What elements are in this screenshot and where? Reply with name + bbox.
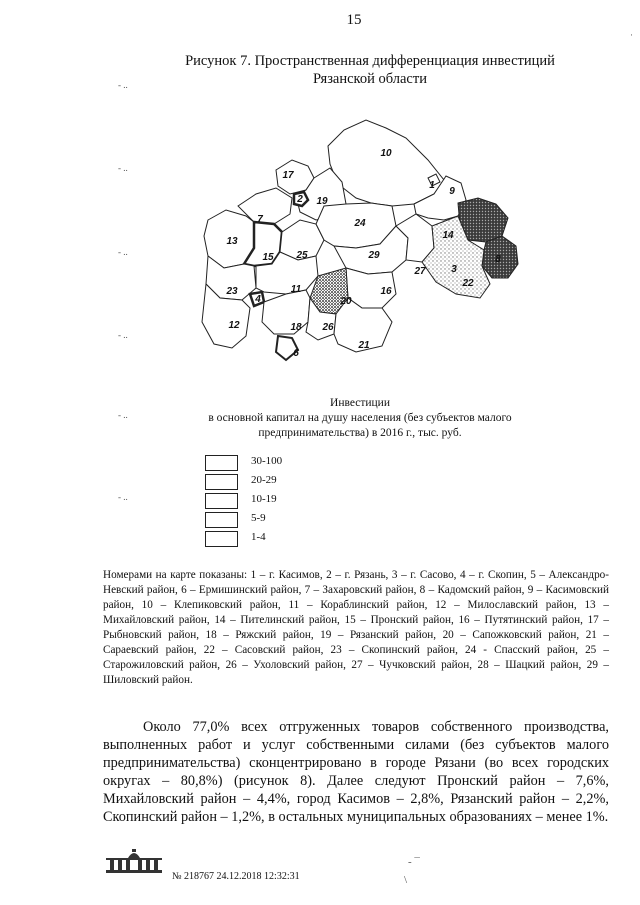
district-label-18: 18 bbox=[290, 322, 302, 333]
legend-swatch bbox=[205, 512, 238, 528]
legend-swatch bbox=[205, 493, 238, 509]
district-label-4: 4 bbox=[255, 294, 261, 305]
legend-label: 20-29 bbox=[251, 474, 277, 486]
legend-swatch bbox=[205, 474, 238, 490]
district-18 bbox=[262, 290, 310, 334]
district-label-22: 22 bbox=[462, 278, 474, 289]
district-label-8: 8 bbox=[495, 254, 501, 265]
legend-swatch bbox=[205, 455, 238, 471]
building-logo-icon bbox=[104, 848, 164, 874]
scan-mark: \ bbox=[404, 874, 408, 886]
legend-label: 10-19 bbox=[251, 493, 277, 505]
margin-mark: - .. bbox=[118, 492, 128, 502]
district-label-23: 23 bbox=[226, 286, 238, 297]
district-label-16: 16 bbox=[380, 286, 392, 297]
scan-mark: - ¯ bbox=[408, 856, 420, 868]
margin-mark: - .. bbox=[118, 330, 128, 340]
district-10 bbox=[328, 120, 444, 206]
body-paragraph: Около 77,0% всех отгруженных товаров собственного производства, выполненных работ и услуг собственными силами (без субъектов малого предпринимательства) сконцентрировано в городе Рязани (во всех городских округах – 80,8%) (рисунок 8). Далее следуют Пронский район – 7,6%, Михайловский район – 4,4%, город Касимов – 2,8%, Рязанский район – 2,2%, Скопинский район – 1,2%, в остальных муниципальных образованиях – менее 1%. bbox=[103, 719, 609, 825]
district-label-1: 1 bbox=[429, 180, 435, 191]
district-label-21: 21 bbox=[358, 340, 370, 351]
margin-mark: - .. bbox=[118, 247, 128, 257]
district-label-26: 26 bbox=[322, 322, 334, 333]
district-label-20: 20 bbox=[340, 296, 352, 307]
district-label-3: 3 bbox=[451, 264, 457, 275]
page-number: 15 bbox=[346, 12, 362, 28]
map-number-notes: Номерами на карте показаны: 1 – г. Касимов, 2 – г. Рязань, 3 – г. Сасово, 4 – г. Скопин, 5 – Александро-Невский район, 6 – Ермишинский район, 7 – Захаровский район, 8 – Кадомский район, 9 – Касимовский район, 10 – Клепиковский район, 11 – Кораблинский район, 12 – Милославский район, 13 – Михайловский район, 14 – Пителинский район, 15 – Пронский район, 16 – Путятинский район, 17 – Рыбновский район, 18 – Ряжский район, 19 – Рязанский район, 20 – Сапожковский район, 21 – Сараевский район, 22 – Сасовский район, 23 – Скопинский район, 24 - Спасский район, 25 – Старожиловский район, 26 – Ухоловский район, 27 – Чучковский район, 28 – Шацкий район, 29 – Шиловский район. bbox=[103, 569, 609, 686]
figure-title-line-1: Рисунок 7. Пространственная дифференциация инвестиций bbox=[185, 53, 555, 69]
figure-title bbox=[120, 52, 620, 88]
legend-swatch bbox=[205, 531, 238, 547]
figure-title-line-2: Рязанской области bbox=[313, 71, 427, 87]
district-label-13: 13 bbox=[226, 236, 238, 247]
margin-mark: · bbox=[630, 30, 633, 40]
district-label-15: 15 bbox=[262, 252, 274, 263]
district-label-12: 12 bbox=[228, 320, 240, 331]
district-label-29: 29 bbox=[368, 250, 380, 261]
district-label-24: 24 bbox=[354, 218, 366, 229]
region-map bbox=[196, 108, 526, 370]
district-label-7: 7 bbox=[257, 214, 263, 225]
margin-mark: - .. bbox=[118, 163, 128, 173]
legend-label: 1-4 bbox=[251, 531, 266, 543]
district-label-2: 2 bbox=[297, 194, 303, 205]
document-id: № 218767 24.12.2018 12:32:31 bbox=[172, 871, 300, 882]
legend-title bbox=[180, 396, 540, 441]
legend-title-line-2: в основной капитал на душу населения (без субъектов малого bbox=[208, 412, 512, 424]
legend-label: 5-9 bbox=[251, 512, 266, 524]
district-label-6: 6 bbox=[293, 348, 299, 359]
legend-title-line-3: предпринимательства) в 2016 г., тыс. руб. bbox=[258, 427, 462, 439]
district-label-17: 17 bbox=[282, 170, 294, 181]
district-label-11: 11 bbox=[290, 284, 302, 295]
legend-title-line-1: Инвестиции bbox=[330, 397, 390, 409]
district-label-25: 25 bbox=[296, 250, 308, 261]
margin-mark: - .. bbox=[118, 410, 128, 420]
district-label-19: 19 bbox=[316, 196, 328, 207]
margin-mark: - .. bbox=[118, 80, 128, 90]
district-label-14: 14 bbox=[442, 230, 454, 241]
district-label-10: 10 bbox=[380, 148, 392, 159]
legend-label: 30-100 bbox=[251, 455, 283, 467]
district-label-27: 27 bbox=[414, 266, 426, 277]
district-label-9: 9 bbox=[449, 186, 455, 197]
